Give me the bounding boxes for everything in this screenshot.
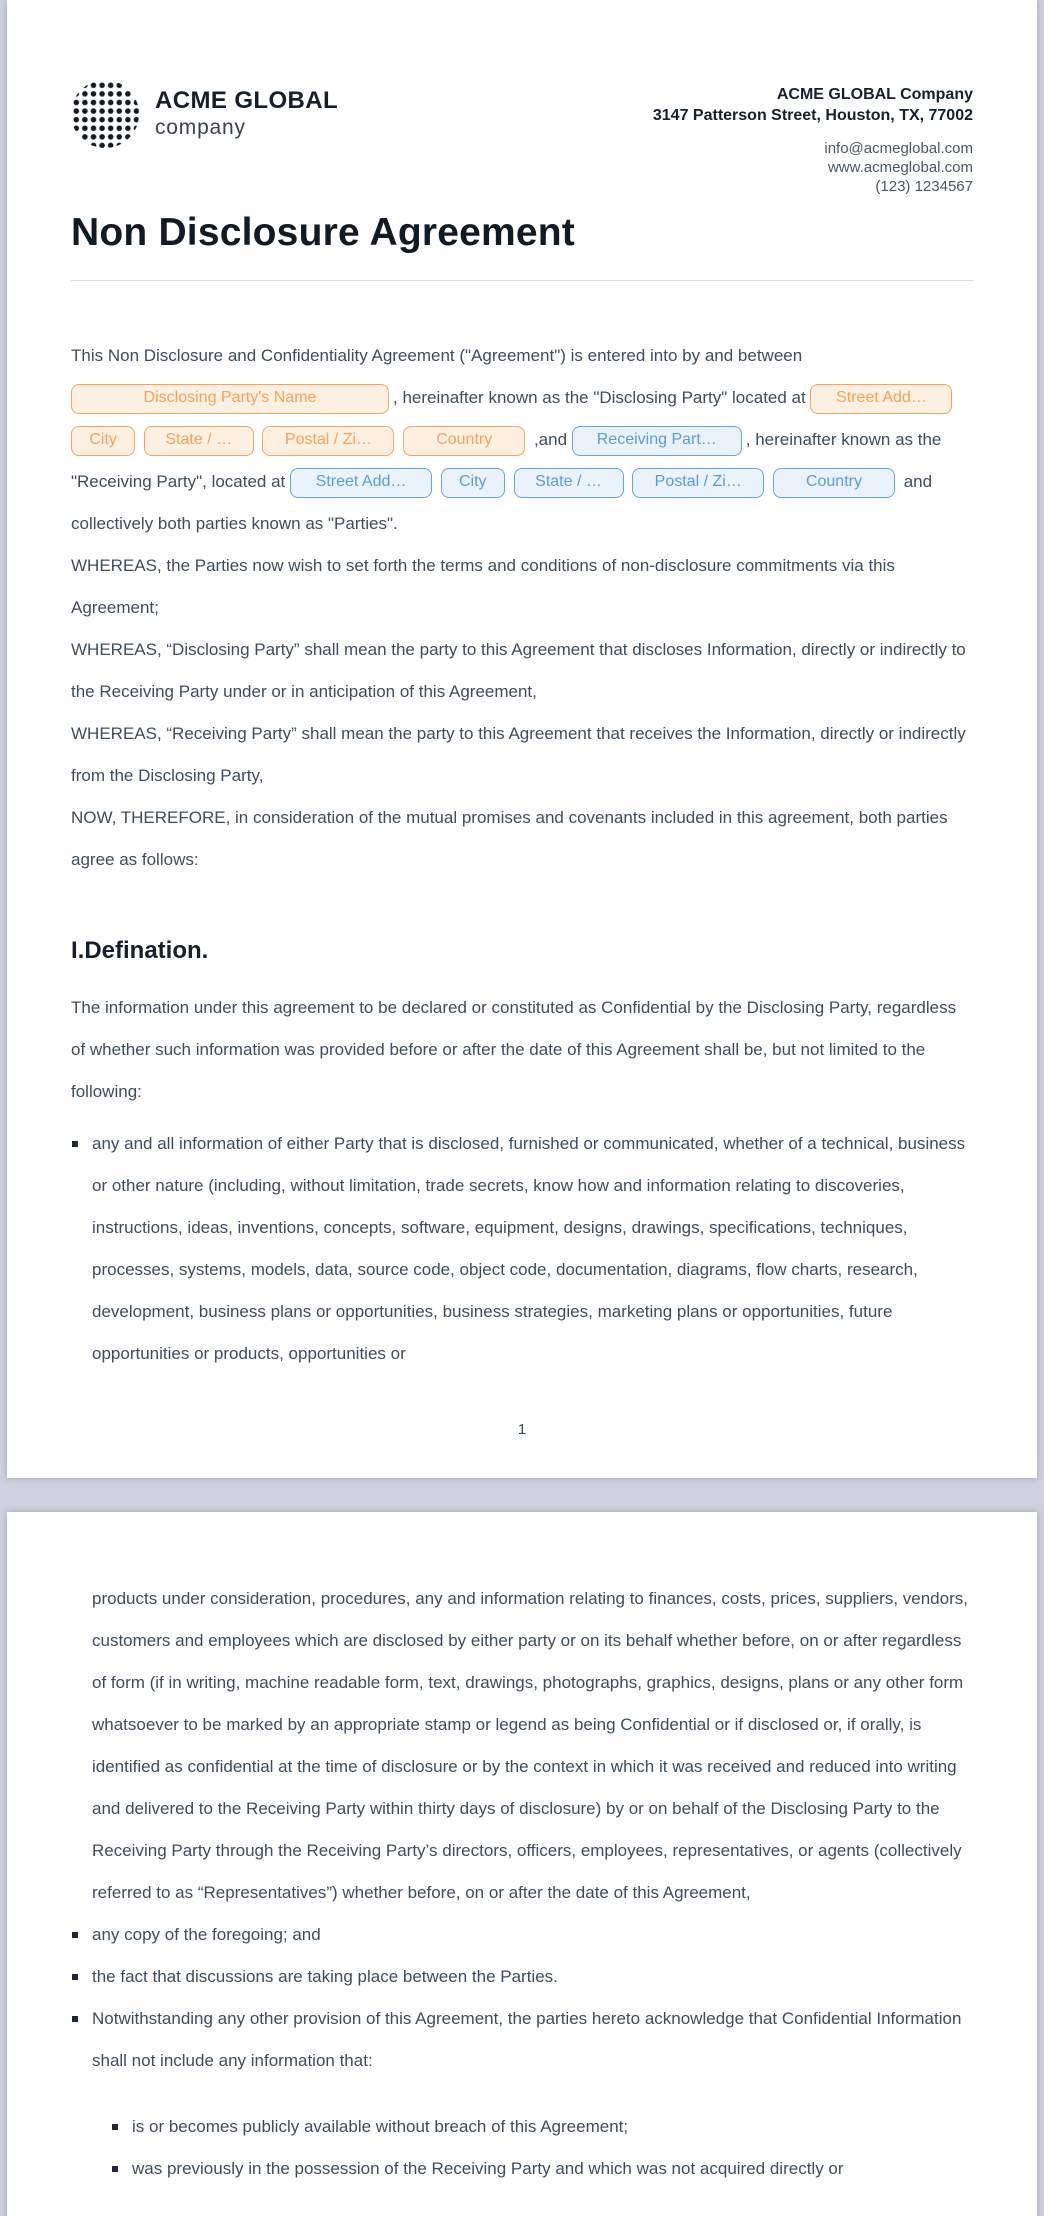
intro-text-1: This Non Disclosure and Confidentiality Agreement ("Agreement") is entered into by and between bbox=[71, 346, 803, 365]
recital-paragraph: WHEREAS, “Disclosing Party” shall mean the party to this Agreement that discloses Information, directly or indirectly to the Receiving Party under or in anticipation of this Agreement, bbox=[71, 640, 966, 701]
list-item: the fact that discussions are taking place between the Parties. bbox=[71, 1956, 973, 1998]
receiving-country-field[interactable]: Country bbox=[773, 468, 895, 498]
list-item: any and all information of either Party that is disclosed, furnished or communicated, whether of a technical, business or other nature (including, without limitation, trade secrets, know how and information relating to discoveries, instructions, ideas, inventions, concepts, software, equipment, designs, drawings, specifications, techniques, processes, systems, models, data, source code, object code, documentation, diagrams, flow charts, research, development, business plans or opportunities, business strategies, marketing plans or opportunities, future opportunities or products, opportunities or bbox=[71, 1123, 973, 1375]
spacer bbox=[653, 126, 973, 139]
intro-text-5: and collectively both parties known as "Parties". bbox=[71, 472, 933, 533]
company-brand bbox=[71, 80, 338, 148]
sub-list-item: is or becomes publicly available without breach of this Agreement; bbox=[111, 2106, 973, 2148]
document-title: Non Disclosure Agreement bbox=[71, 211, 575, 254]
company-address: 3147 Patterson Street, Houston, TX, 77002 bbox=[652, 107, 973, 124]
disclosing-state-field[interactable]: State / … bbox=[144, 426, 254, 456]
disclosing-postal-field[interactable]: Postal / Zi… bbox=[262, 426, 394, 456]
recital-paragraph: WHEREAS, the Parties now wish to set forth the terms and conditions of non-disclosure commitments via this Agreement; bbox=[71, 556, 895, 617]
receiving-street-field[interactable]: Street Add… bbox=[290, 468, 432, 498]
company-website: www.acmeglobal.com bbox=[827, 159, 973, 176]
dotted-globe-logo-icon bbox=[71, 80, 139, 148]
page-number: 1 bbox=[517, 1421, 527, 1438]
disclosing-city-field[interactable]: City bbox=[71, 426, 135, 456]
company-email: info@acmeglobal.com bbox=[824, 140, 973, 157]
definition-bullet-list bbox=[71, 1123, 973, 1375]
company-info-block bbox=[653, 80, 973, 196]
exclusions-sub-list bbox=[111, 2106, 973, 2190]
intro-text-3: ,and bbox=[533, 430, 568, 449]
intro-paragraph bbox=[71, 335, 973, 545]
disclosing-party-name-field[interactable]: Disclosing Party's Name bbox=[71, 384, 389, 414]
header-divider bbox=[71, 280, 973, 281]
page-gap bbox=[0, 1478, 1044, 1512]
sub-list-item: was previously in the possession of the Receiving Party and which was not acquired directly or bbox=[111, 2148, 973, 2190]
intro-text-4: , hereinafter known as the "Receiving Party", located at bbox=[71, 430, 942, 491]
receiving-party-name-field[interactable]: Receiving Part… bbox=[572, 426, 742, 456]
list-item-text: Notwithstanding any other provision of this Agreement, the parties hereto acknowledge that Confidential Information shall not include any information that: bbox=[92, 2009, 962, 2070]
recital-paragraph: NOW, THEREFORE, in consideration of the mutual promises and covenants included in this agreement, both parties agree as follows: bbox=[71, 808, 948, 869]
document-header bbox=[71, 80, 973, 196]
company-name: ACME GLOBAL Company bbox=[776, 86, 973, 103]
recital-paragraph: WHEREAS, “Receiving Party” shall mean the party to this Agreement that receives the Information, directly or indirectly from the Disclosing Party, bbox=[71, 724, 966, 785]
definition-bullet-list-continued bbox=[71, 1578, 973, 2190]
company-phone: (123) 1234567 bbox=[875, 178, 973, 195]
section-1-body: The information under this agreement to be declared or constituted as Confidential by the Disclosing Party, regardless of whether such information was provided before or after the date of this Agreement shall be, but not limited to the following: bbox=[71, 998, 957, 1101]
receiving-postal-field[interactable]: Postal / Zi… bbox=[632, 468, 764, 498]
receiving-city-field[interactable]: City bbox=[441, 468, 505, 498]
intro-text-2: , hereinafter known as the "Disclosing Party" located at bbox=[393, 388, 806, 407]
disclosing-country-field[interactable]: Country bbox=[403, 426, 525, 456]
bullet-continuation-text: products under consideration, procedures, any and information relating to finances, costs, prices, suppliers, vendors, customers and employees which are disclosed by either party or on its behalf whether before, on or after regardless of form (if in writing, machine readable form, text, drawings, photographs, graphics, designs, plans or any other form whatsoever to be marked by an appropriate stamp or legend as being Confidential or if disclosed or, if orally, is identified as confidential at the time of disclosure or by the context in which it was received and reduced into writing and delivered to the Receiving Party within thirty days of disclosure) by or on behalf of the Disclosing Party to the Receiving Party through the Receiving Party’s directors, officers, employees, representatives, or agents (collectively referred to as “Representatives”) whether before, on or after the date of this Agreement, bbox=[92, 1589, 968, 1902]
receiving-state-field[interactable]: State / … bbox=[514, 468, 624, 498]
list-item bbox=[71, 1998, 973, 2190]
list-item: any copy of the foregoing; and bbox=[71, 1914, 973, 1956]
page-2 bbox=[7, 1512, 1037, 2216]
brand-text bbox=[155, 87, 338, 141]
section-1-heading: I.Defination. bbox=[71, 937, 209, 964]
brand-title: ACME GLOBAL bbox=[155, 87, 339, 114]
page-1 bbox=[7, 0, 1037, 1478]
brand-subtitle: company bbox=[155, 116, 246, 139]
disclosing-street-field[interactable]: Street Add… bbox=[810, 384, 952, 414]
